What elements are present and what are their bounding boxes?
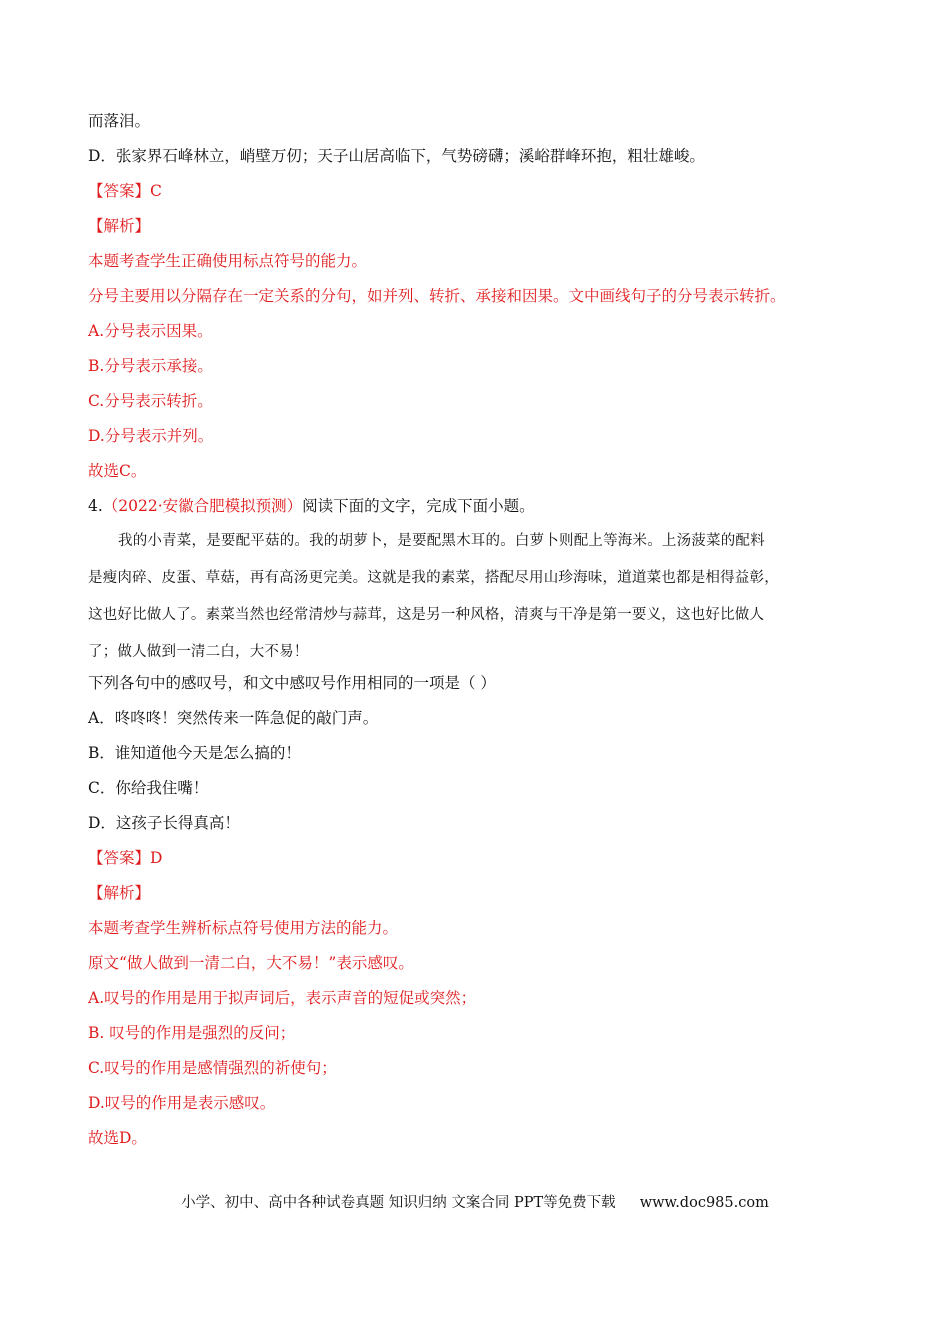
question-stem: 下列各句中的感叹号，和文中感叹号作用相同的一项是（ ） [88, 674, 496, 692]
passage-line: 这也好比做人了。素菜当然也经常清炒与蒜茸，这是另一种风格，清爽与干净是第一要义，这也好比做人 [88, 607, 765, 623]
passage-line: 了；做人做到一清二白，大不易！ [88, 644, 309, 660]
question-number: 4. [88, 497, 103, 515]
option-d: D．这孩子长得真高！ [88, 814, 240, 832]
analysis-line: C.分号表示转折。 [88, 392, 213, 410]
analysis-line: 本题考查学生辨析标点符号使用方法的能力。 [88, 919, 399, 937]
document-body [88, 110, 868, 1162]
question-source: （2022·安徽合肥模拟预测） [102, 497, 303, 515]
question-instruction: 阅读下面的文字，完成下面小题。 [302, 497, 535, 515]
analysis-label: 【解析】 [88, 217, 151, 235]
question-header [88, 495, 868, 530]
analysis-line: B. 叹号的作用是强烈的反问； [88, 1024, 296, 1042]
option-d: D．张家界石峰林立，峭壁万仞；天子山居高临下，气势磅礴；溪峪群峰环抱，粗壮雄峻。 [88, 147, 705, 165]
analysis-line: 本题考查学生正确使用标点符号的能力。 [88, 252, 368, 270]
analysis-line: A.叹号的作用是用于拟声词后，表示声音的短促或突然； [88, 989, 477, 1007]
option-a: A．咚咚咚！突然传来一阵急促的敲门声。 [88, 709, 379, 727]
option-c: C．你给我住嘴！ [88, 779, 209, 797]
answer-label: 【答案】D [88, 849, 163, 867]
analysis-line: D.分号表示并列。 [88, 427, 214, 445]
option-c-continuation: 而落泪。 [88, 112, 151, 130]
analysis-label: 【解析】 [88, 884, 151, 902]
analysis-line: 故选D。 [88, 1129, 147, 1147]
analysis-line: 原文“做人做到一清二白，大不易！”表示感叹。 [88, 954, 414, 972]
analysis-line: 分号主要用以分隔存在一定关系的分句，如并列、转折、承接和因果。文中画线句子的分号表示转折。 [88, 287, 786, 305]
answer-label: 【答案】C [88, 182, 162, 200]
footer-text: 小学、初中、高中各种试卷真题 知识归纳 文案合同 PPT等免费下载 [181, 1195, 616, 1211]
footer-site-link[interactable]: www.doc985.com [639, 1195, 769, 1211]
analysis-line: 故选C。 [88, 462, 147, 480]
passage-line: 是瘦肉碎、皮蛋、草菇，再有高汤更完美。这就是我的素菜，搭配尽用山珍海味，道道菜也都是相得益彰， [88, 570, 779, 586]
analysis-line: D.叹号的作用是表示感叹。 [88, 1094, 276, 1112]
page-footer [0, 1191, 950, 1212]
analysis-line: A.分号表示因果。 [88, 322, 213, 340]
analysis-line: C.叹号的作用是感情强烈的祈使句； [88, 1059, 337, 1077]
passage-line: 我的小青菜，是要配平菇的。我的胡萝卜，是要配黑木耳的。白萝卜则配上等海米。上汤菠菜的配料 [118, 533, 765, 549]
option-b: B．谁知道他今天是怎么搞的！ [88, 744, 301, 762]
analysis-line: B.分号表示承接。 [88, 357, 213, 375]
